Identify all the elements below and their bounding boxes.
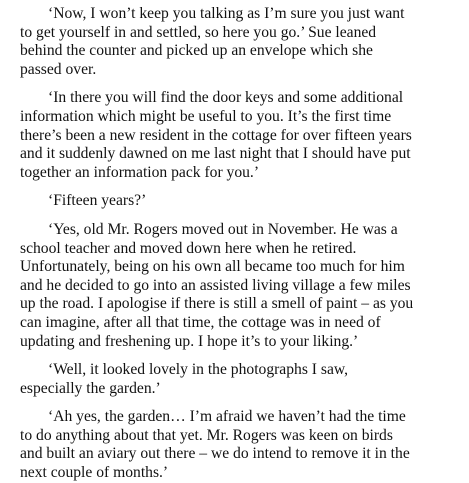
text-line: next couple of months.’	[20, 464, 169, 482]
text-line: ‘Fifteen years?’	[48, 192, 147, 210]
text-line: and he decided to go into an assisted living village a few miles	[20, 276, 411, 294]
text-line: ‘In there you will find the door keys and some additional	[48, 89, 404, 107]
text-line: especially the garden.’	[20, 379, 161, 397]
text-line: school teacher and moved down here when he retired.	[20, 239, 357, 257]
text-line: to get yourself in and settled, so here you go.’ Sue leaned	[20, 23, 377, 41]
text-line: ‘Now, I won’t keep you talking as I’m sure you just want	[48, 5, 405, 22]
paragraph-1	[20, 5, 461, 79]
text-line: and built an aviary out there – we do intend to remove it in the	[20, 445, 410, 463]
text-line: updating and freshening up. I hope it’s to your liking.’	[20, 332, 359, 350]
text-line: to do anything about that yet. Mr. Rogers was keen on birds	[20, 426, 393, 444]
paragraph-3	[20, 192, 461, 211]
text-line: ‘Yes, old Mr. Rogers moved out in November. He was a	[48, 220, 398, 238]
text-line: passed over.	[20, 60, 97, 78]
paragraph-4	[20, 221, 461, 351]
text-line: there’s been a new resident in the cottage for over fifteen years	[20, 126, 412, 144]
text-line: ‘Well, it looked lovely in the photographs I saw,	[48, 361, 349, 379]
paragraph-6	[20, 408, 461, 482]
paragraph-5	[20, 361, 461, 398]
text-line: behind the counter and picked up an envelope which she	[20, 42, 373, 60]
text-line: ‘Ah yes, the garden… I’m afraid we haven’t had the time	[48, 408, 406, 426]
text-line: information which might be useful to you. It’s the first time	[20, 107, 392, 125]
paragraph-2	[20, 89, 461, 182]
text-line: together an information pack for you.’	[20, 163, 260, 181]
text-line: can imagine, after all that time, the cottage was in need of	[20, 313, 381, 331]
text-line: and it suddenly dawned on me last night that I should have put	[20, 145, 411, 163]
text-line: up the road. I apologise if there is still a smell of paint – as you	[20, 295, 414, 313]
text-line: Unfortunately, being on his own all became too much for him	[20, 258, 405, 276]
